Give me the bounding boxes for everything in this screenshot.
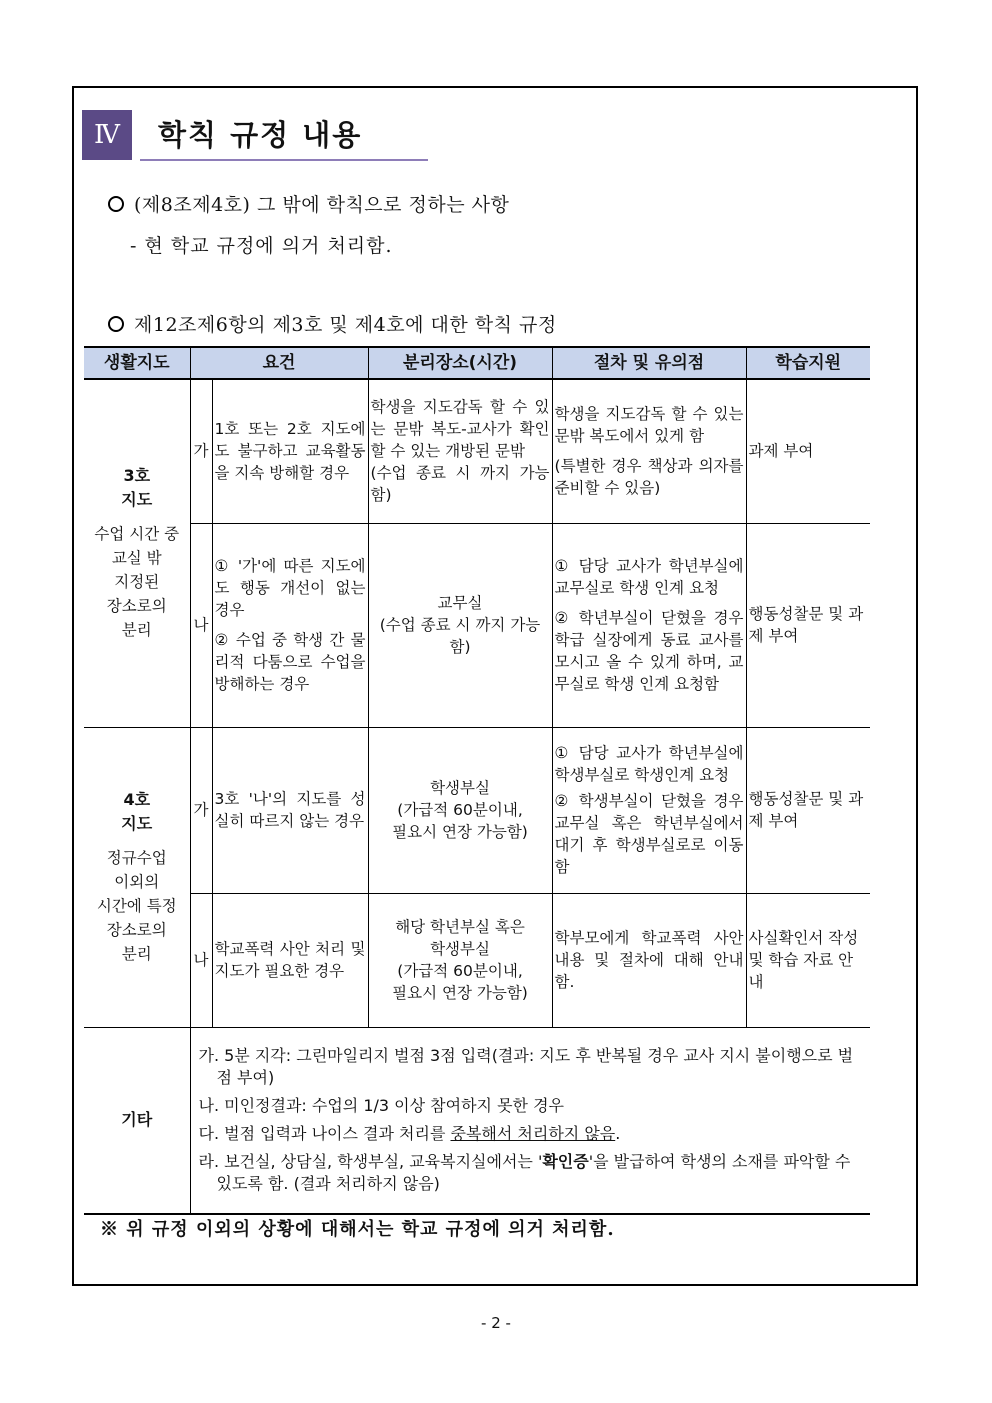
table-row bbox=[84, 727, 870, 893]
procedure-line: (특별한 경우 책상과 의자를 준비할 수 있음) bbox=[554, 457, 744, 498]
support-cell: 행동성찰문 및 과제 부여 bbox=[746, 727, 870, 893]
procedure-cell bbox=[552, 523, 746, 727]
support-cell: 사실확인서 작성 및 학습 자료 안내 bbox=[746, 893, 870, 1027]
sub-label: 가 bbox=[190, 379, 212, 523]
table-row bbox=[84, 893, 870, 1027]
category-title: 3호 지도 bbox=[121, 466, 153, 510]
requirement-line: ① '가'에 따른 지도에도 행동 개선이 없는 경우 bbox=[214, 557, 366, 619]
table-row bbox=[84, 379, 870, 523]
sub-label: 나 bbox=[190, 523, 212, 727]
procedure-line: ① 담당 교사가 학년부실에 학생부실로 학생인계 요청 bbox=[554, 744, 744, 784]
requirement-cell: 3호 '나'의 지도를 성실히 따르지 않는 경우 bbox=[212, 727, 368, 893]
procedure-line: ① 담당 교사가 학년부실에 교무실로 학생 인계 요청 bbox=[554, 557, 744, 597]
procedure-cell bbox=[552, 379, 746, 523]
category-cell-4 bbox=[84, 727, 190, 1027]
sub-item-1: - 현 학교 규정에 의거 처리함. bbox=[130, 235, 393, 257]
misc-item-c: 다. 벌점 입력과 나이스 결과 처리를 중복해서 처리하지 않음. bbox=[198, 1124, 621, 1143]
misc-item-d-bold: 확인증 bbox=[542, 1152, 589, 1171]
place-cell: 해당 학년부실 혹은 학생부실 (가급적 60분이내, 필요시 연장 가능함) bbox=[368, 893, 552, 1027]
misc-item-b: 나. 미인정결과: 수업의 1/3 이상 참여하지 못한 경우 bbox=[198, 1096, 564, 1115]
bullet-text: (제8조제4호) 그 밖에 학칙으로 정하는 사항 bbox=[134, 194, 510, 216]
requirement-cell: 학교폭력 사안 처리 및 지도가 필요한 경우 bbox=[212, 893, 368, 1027]
table-row bbox=[84, 523, 870, 727]
procedure-line: ② 학년부실이 닫혔을 경우 학급 실장에게 동료 교사를 모시고 올 수 있게 하며, 교무실로 학생 인계 요청함 bbox=[554, 609, 744, 693]
misc-item-d: 라. 보건실, 상담실, 학생부실, 교육복지실에서는 '확인증'을 발급하여 학생의 소재를 파악할 수 있도록 함. (결과 처리하지 않음) bbox=[198, 1152, 851, 1193]
misc-cell bbox=[190, 1027, 870, 1213]
page-number: - 2 - bbox=[481, 1314, 511, 1332]
circle-bullet-icon bbox=[108, 196, 124, 212]
sub-label: 나 bbox=[190, 893, 212, 1027]
header-guidance: 생활지도 bbox=[84, 347, 190, 379]
category-desc: 정규수업 이외의 시간에 특정 장소로의 분리 bbox=[96, 849, 177, 963]
table-header-row bbox=[84, 347, 870, 379]
category-cell-3 bbox=[84, 379, 190, 727]
requirement-cell: 1호 또는 2호 지도에도 불구하고 교육활동을 지속 방해할 경우 bbox=[212, 379, 368, 523]
section-number-badge: Ⅳ bbox=[82, 110, 132, 160]
header-support: 학습지원 bbox=[746, 347, 870, 379]
procedure-line: ② 학생부실이 닫혔을 경우 교무실 혹은 학년부실에서 대기 후 학생부실로로 이동함 bbox=[554, 792, 744, 876]
circle-bullet-icon bbox=[108, 316, 124, 332]
misc-item-c-underlined: 중복해서 처리하지 않음 bbox=[450, 1124, 616, 1143]
procedure-line: 학생을 지도감독 할 수 있는 문밖 복도에서 있게 함 bbox=[554, 405, 744, 446]
misc-item-a: 가. 5분 지각: 그린마일리지 벌점 3점 입력(결과: 지도 후 반복될 경우 교사 지시 불이행으로 벌점 부여) bbox=[198, 1046, 854, 1087]
header-place: 분리장소(시간) bbox=[368, 347, 552, 379]
category-desc: 수업 시간 중 교실 밖 지정된 장소로의 분리 bbox=[94, 525, 180, 640]
bullet-item-1 bbox=[108, 190, 509, 217]
support-cell: 행동성찰문 및 과제 부여 bbox=[746, 523, 870, 727]
section-title: 학칙 규정 내용 bbox=[158, 118, 363, 152]
place-cell: 학생부실 (가급적 60분이내, 필요시 연장 가능함) bbox=[368, 727, 552, 893]
table-row-misc bbox=[84, 1027, 870, 1213]
bullet-text: 제12조제6항의 제3호 및 제4호에 대한 학칙 규정 bbox=[134, 314, 557, 336]
place-cell: 교무실 (수업 종료 시 까지 가능함) bbox=[368, 523, 552, 727]
support-cell: 과제 부여 bbox=[746, 379, 870, 523]
header-procedure: 절차 및 유의점 bbox=[552, 347, 746, 379]
category-title: 4호 지도 bbox=[121, 790, 153, 833]
closing-note: ※ 위 규정 이외의 상황에 대해서는 학교 규정에 의거 처리함. bbox=[100, 1219, 615, 1240]
header-requirement: 요건 bbox=[190, 347, 368, 379]
procedure-cell bbox=[552, 727, 746, 893]
requirement-line: ② 수업 중 학생 간 물리적 다툼으로 수업을 방해하는 경우 bbox=[214, 631, 366, 693]
section-title-underline bbox=[140, 159, 428, 161]
rules-table bbox=[84, 346, 870, 1214]
sub-label: 가 bbox=[190, 727, 212, 893]
procedure-cell: 학부모에게 학교폭력 사안 내용 및 절차에 대해 안내함. bbox=[552, 893, 746, 1027]
requirement-cell bbox=[212, 523, 368, 727]
bullet-item-2 bbox=[108, 310, 557, 337]
misc-label: 기타 bbox=[84, 1027, 190, 1213]
place-cell: 학생을 지도감독 할 수 있는 문밖 복도-교사가 확인할 수 있는 개방된 문밖 (수업 종료 시 까지 가능함) bbox=[368, 379, 552, 523]
